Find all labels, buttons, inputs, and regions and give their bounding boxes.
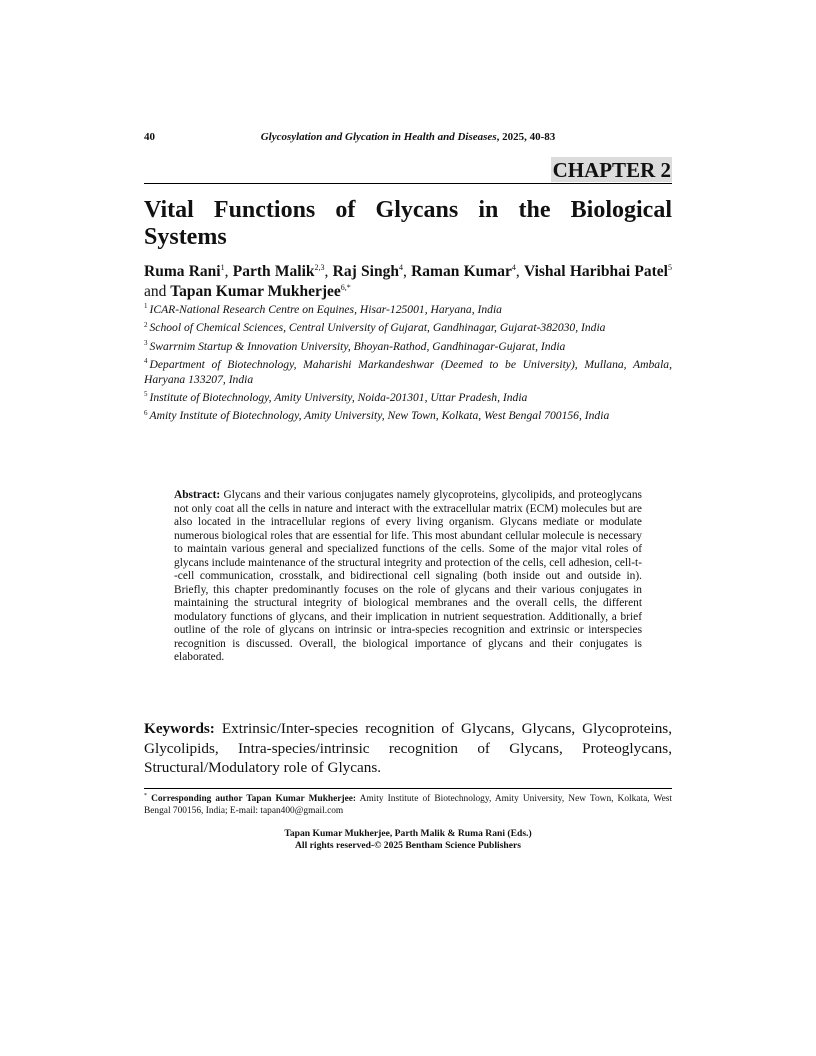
affiliation-number: 4 — [144, 357, 148, 366]
affiliation-item — [144, 409, 672, 423]
author-name: Tapan Kumar Mukherjee — [170, 283, 341, 300]
journal-year-pages: , 2025, 40-83 — [496, 131, 556, 143]
author-name: Vishal Haribhai Patel — [523, 263, 668, 280]
chapter-banner — [144, 157, 672, 184]
journal-citation — [144, 131, 672, 143]
affiliation-text: Department of Biotechnology, Maharishi Markandeshwar (Deemed to be University), Mullana, Ambala, Haryana 133207, India — [144, 358, 672, 386]
author-list — [144, 262, 672, 302]
author-separator: and — [144, 283, 171, 300]
affiliation-text: ICAR-National Research Centre on Equines, Hisar-125001, Haryana, India — [149, 303, 502, 316]
publisher-block — [144, 828, 672, 852]
affiliation-text: Swarrnim Startup & Innovation University, Bhoyan-Rathod, Gandhinagar-Gujarat, India — [149, 339, 566, 353]
document-page — [144, 0, 672, 1056]
footnote-divider — [144, 788, 672, 789]
affiliation-list — [144, 303, 672, 428]
footnote-label: Corresponding author Tapan Kumar Mukherjee: — [151, 794, 357, 804]
author-name: Raj Singh — [332, 263, 399, 280]
affiliation-item — [144, 391, 672, 405]
affiliation-text: Institute of Biotechnology, Amity University, Noida-201301, Uttar Pradesh, India — [149, 391, 528, 405]
author-affiliation-marker: 4 — [398, 262, 403, 272]
affiliation-number: 1 — [144, 302, 148, 311]
editors-line: Tapan Kumar Mukherjee, Parth Malik & Ruma Rani (Eds.) — [284, 828, 532, 839]
keywords-label: Keywords: — [144, 720, 215, 737]
author-separator: , — [224, 263, 233, 280]
copyright-line: All rights reserved-© 2025 Bentham Science Publishers — [294, 840, 522, 851]
running-header — [144, 131, 672, 147]
author-affiliation-marker: 4 — [511, 262, 516, 272]
affiliation-item — [144, 340, 672, 354]
affiliation-text: Amity Institute of Biotechnology, Amity University, New Town, Kolkata, West Bengal 700156, India — [149, 409, 610, 423]
footnote-text: Amity Institute of Biotechnology, Amity University, New Town, Kolkata, West Bengal 700156, India; E-mail: tapan400@gmail.com — [144, 794, 673, 816]
footnote-marker: * — [144, 792, 147, 799]
author-affiliation-marker: 2,3 — [314, 262, 325, 272]
author-separator: , — [324, 263, 333, 280]
chapter-label: CHAPTER 2 — [552, 158, 671, 182]
author-name: Ruma Rani — [144, 263, 221, 280]
author-name: Raman Kumar — [411, 263, 512, 280]
keywords-text: Extrinsic/Inter-species recognition of Glycans, Glycans, Glycoproteins, Glycolipids, Intra-species/intrinsic recognition of Glycans, Proteoglycans, Structural/Modulatory role of Glycans. — [144, 720, 672, 776]
corresponding-author-footnote — [144, 794, 672, 817]
affiliation-number: 3 — [144, 338, 148, 347]
author-separator: , — [402, 263, 412, 280]
abstract — [174, 489, 642, 665]
affiliation-text: School of Chemical Sciences, Central University of Gujarat, Gandhinagar, Gujarat-382030, India — [149, 321, 606, 335]
author-affiliation-marker: 5 — [668, 262, 672, 272]
journal-title: Glycosylation and Glycation in Health and Diseases — [260, 131, 497, 143]
author-affiliation-marker: 6,* — [340, 282, 351, 292]
author-separator: , — [515, 263, 524, 280]
affiliation-item — [144, 321, 672, 335]
page-number: 40 — [144, 131, 155, 143]
affiliation-item — [144, 358, 672, 387]
affiliation-number: 2 — [144, 320, 148, 329]
affiliation-item — [144, 303, 672, 317]
affiliation-number: 6 — [144, 408, 148, 417]
author-affiliation-marker: 1 — [220, 262, 225, 272]
abstract-label: Abstract: — [174, 489, 221, 501]
author-name: Parth Malik — [232, 263, 315, 280]
chapter-title: Vital Functions of Glycans in the Biological Systems — [144, 197, 672, 250]
keywords — [144, 719, 672, 778]
affiliation-number: 5 — [144, 390, 148, 399]
abstract-text: Glycans and their various conjugates namely glycoproteins, glycolipids, and proteoglycans not only coat all the cells in nature and interact with the extracellular matrix (ECM) molecules but are also located in the intracellular regions of every living organism. Glycans mediate or modulate numerous biological roles that are essential for life. This most abundant cellular molecule is necessary to maintain various general and specialized functions of the cells. Some of the major vital roles of glycans include maintenance of the structural integrity and protection of the cells, cell adhesion, cell-t--cell communication, crosstalk, and bidirectional cell signaling (both inside out and outside in). Briefly, this chapter predominantly focuses on the role of glycans and their various conjugates in maintaining the structural integrity of biological membranes and the overall cells, the different modulatory functions of glycans, and their implication in nutrient sequestration. Additionally, a brief outline of the role of glycans on intrinsic or intra-species recognition and extrinsic or interspecies recognition is discussed. Overall, the biological importance of glycans and their conjugates is elaborated. — [174, 489, 642, 663]
